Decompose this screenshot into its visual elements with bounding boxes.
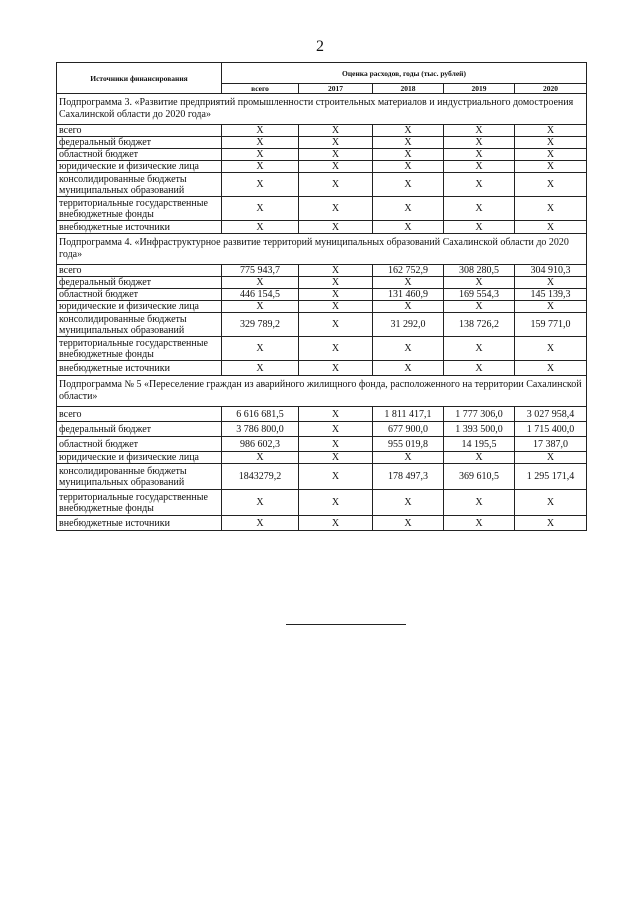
value-cell: X: [222, 125, 299, 137]
row-label: федеральный бюджет: [57, 277, 222, 289]
subprogram-row: [57, 94, 587, 125]
value-cell: X: [299, 289, 373, 301]
value-cell: X: [373, 137, 444, 149]
value-cell: X: [299, 137, 373, 149]
value-cell: X: [444, 125, 515, 137]
row-label: всего: [57, 407, 222, 422]
column-header-2017: 2017: [299, 84, 373, 94]
value-cell: X: [444, 173, 515, 197]
value-cell: X: [515, 173, 587, 197]
column-header-2018: 2018: [373, 84, 444, 94]
row-label: юридические и физические лица: [57, 161, 222, 173]
value-cell: X: [373, 361, 444, 376]
table-row: [57, 516, 587, 531]
value-cell: 1 811 417,1: [373, 407, 444, 422]
value-cell: X: [299, 516, 373, 531]
row-label: внебюджетные источники: [57, 361, 222, 376]
row-label: территориальные государственные внебюджетные фонды: [57, 197, 222, 221]
value-cell: X: [444, 277, 515, 289]
value-cell: X: [444, 221, 515, 234]
value-cell: X: [444, 490, 515, 516]
value-cell: 159 771,0: [515, 313, 587, 337]
value-cell: X: [299, 313, 373, 337]
value-cell: X: [299, 437, 373, 452]
value-cell: 31 292,0: [373, 313, 444, 337]
table-row: [57, 125, 587, 137]
value-cell: X: [299, 422, 373, 437]
value-cell: 446 154,5: [222, 289, 299, 301]
value-cell: X: [515, 221, 587, 234]
value-cell: X: [373, 490, 444, 516]
value-cell: X: [299, 361, 373, 376]
value-cell: X: [299, 464, 373, 490]
table-row: [57, 137, 587, 149]
value-cell: X: [222, 277, 299, 289]
table-row: [57, 452, 587, 464]
value-cell: X: [299, 221, 373, 234]
column-header-2019: 2019: [444, 84, 515, 94]
table-row: [57, 173, 587, 197]
value-cell: X: [515, 516, 587, 531]
value-cell: 162 752,9: [373, 265, 444, 277]
value-cell: X: [373, 452, 444, 464]
value-cell: X: [515, 125, 587, 137]
value-cell: X: [222, 337, 299, 361]
subprogram-title: Подпрограмма 3. «Развитие предприятий промышленности строительных материалов и индустриального домостроения Сахалинской области до 2020 года»: [57, 94, 587, 125]
value-cell: X: [222, 137, 299, 149]
value-cell: X: [515, 301, 587, 313]
row-label: внебюджетные источники: [57, 516, 222, 531]
value-cell: 131 460,9: [373, 289, 444, 301]
row-label: консолидированные бюджеты муниципальных образований: [57, 173, 222, 197]
row-label: всего: [57, 265, 222, 277]
table-row: [57, 301, 587, 313]
value-cell: X: [222, 361, 299, 376]
table-row: [57, 197, 587, 221]
value-cell: X: [373, 149, 444, 161]
value-cell: X: [222, 197, 299, 221]
value-cell: X: [515, 149, 587, 161]
value-cell: 1 777 306,0: [444, 407, 515, 422]
table-row: [57, 437, 587, 452]
value-cell: X: [515, 361, 587, 376]
value-cell: X: [373, 277, 444, 289]
value-cell: 986 602,3: [222, 437, 299, 452]
value-cell: X: [444, 137, 515, 149]
value-cell: 1 715 400,0: [515, 422, 587, 437]
value-cell: X: [222, 161, 299, 173]
value-cell: X: [373, 125, 444, 137]
value-cell: X: [515, 137, 587, 149]
row-label: консолидированные бюджеты муниципальных образований: [57, 313, 222, 337]
value-cell: X: [515, 277, 587, 289]
subprogram-row: [57, 234, 587, 265]
value-cell: X: [373, 516, 444, 531]
value-cell: X: [299, 265, 373, 277]
value-cell: X: [299, 452, 373, 464]
value-cell: 1 393 500,0: [444, 422, 515, 437]
value-cell: 304 910,3: [515, 265, 587, 277]
expense-group-header: Оценка расходов, годы (тыс. рублей): [222, 63, 587, 84]
value-cell: X: [222, 149, 299, 161]
row-label: областной бюджет: [57, 149, 222, 161]
value-cell: X: [299, 337, 373, 361]
table-row: [57, 464, 587, 490]
value-cell: X: [444, 516, 515, 531]
value-cell: 308 280,5: [444, 265, 515, 277]
column-header-2020: 2020: [515, 84, 587, 94]
table-row: [57, 265, 587, 277]
value-cell: 138 726,2: [444, 313, 515, 337]
row-label: федеральный бюджет: [57, 137, 222, 149]
table-row: [57, 422, 587, 437]
value-cell: X: [222, 301, 299, 313]
table-row: [57, 337, 587, 361]
page-number: 2: [316, 38, 324, 55]
row-label: областной бюджет: [57, 289, 222, 301]
value-cell: X: [444, 161, 515, 173]
value-cell: X: [444, 337, 515, 361]
value-cell: X: [299, 490, 373, 516]
value-cell: X: [373, 301, 444, 313]
table-row: [57, 361, 587, 376]
value-cell: X: [222, 516, 299, 531]
subprogram-row: [57, 376, 587, 407]
value-cell: 1843279,2: [222, 464, 299, 490]
value-cell: 145 139,3: [515, 289, 587, 301]
value-cell: X: [299, 173, 373, 197]
source-column-header: Источники финансирования: [57, 63, 222, 94]
value-cell: X: [222, 490, 299, 516]
value-cell: X: [373, 197, 444, 221]
value-cell: X: [299, 149, 373, 161]
value-cell: X: [299, 277, 373, 289]
table-row: [57, 149, 587, 161]
value-cell: X: [373, 161, 444, 173]
value-cell: X: [222, 173, 299, 197]
table-row: [57, 313, 587, 337]
value-cell: X: [444, 301, 515, 313]
subprogram-title: Подпрограмма № 5 «Переселение граждан из аварийного жилищного фонда, расположенного на территории Сахалинской области»: [57, 376, 587, 407]
row-label: территориальные государственные внебюджетные фонды: [57, 490, 222, 516]
value-cell: X: [299, 197, 373, 221]
value-cell: 178 497,3: [373, 464, 444, 490]
bottom-rule: [286, 624, 406, 625]
value-cell: X: [222, 452, 299, 464]
value-cell: X: [515, 161, 587, 173]
subprogram-title: Подпрограмма 4. «Инфраструктурное развитие территорий муниципальных образований Сахалинской области до 2020 года»: [57, 234, 587, 265]
row-label: областной бюджет: [57, 437, 222, 452]
value-cell: 3 786 800,0: [222, 422, 299, 437]
value-cell: 14 195,5: [444, 437, 515, 452]
table-row: [57, 407, 587, 422]
value-cell: X: [299, 301, 373, 313]
value-cell: X: [222, 221, 299, 234]
row-label: всего: [57, 125, 222, 137]
row-label: территориальные государственные внебюджетные фонды: [57, 337, 222, 361]
value-cell: 3 027 958,4: [515, 407, 587, 422]
value-cell: X: [299, 407, 373, 422]
value-cell: X: [373, 337, 444, 361]
value-cell: 369 610,5: [444, 464, 515, 490]
value-cell: X: [373, 173, 444, 197]
table-row: [57, 277, 587, 289]
table-row: [57, 289, 587, 301]
row-label: консолидированные бюджеты муниципальных образований: [57, 464, 222, 490]
value-cell: X: [299, 161, 373, 173]
value-cell: 17 387,0: [515, 437, 587, 452]
value-cell: 775 943,7: [222, 265, 299, 277]
row-label: внебюджетные источники: [57, 221, 222, 234]
value-cell: 329 789,2: [222, 313, 299, 337]
value-cell: X: [444, 452, 515, 464]
value-cell: 677 900,0: [373, 422, 444, 437]
value-cell: X: [444, 149, 515, 161]
value-cell: X: [444, 197, 515, 221]
value-cell: X: [444, 361, 515, 376]
value-cell: X: [373, 221, 444, 234]
value-cell: 1 295 171,4: [515, 464, 587, 490]
value-cell: X: [299, 125, 373, 137]
column-header-total: всего: [222, 84, 299, 94]
value-cell: 169 554,3: [444, 289, 515, 301]
table-row: [57, 161, 587, 173]
row-label: юридические и физические лица: [57, 301, 222, 313]
row-label: юридические и физические лица: [57, 452, 222, 464]
value-cell: X: [515, 490, 587, 516]
value-cell: 6 616 681,5: [222, 407, 299, 422]
value-cell: X: [515, 452, 587, 464]
value-cell: X: [515, 337, 587, 361]
table-row: [57, 490, 587, 516]
financing-table: [56, 62, 587, 531]
table-row: [57, 221, 587, 234]
value-cell: 955 019,8: [373, 437, 444, 452]
row-label: федеральный бюджет: [57, 422, 222, 437]
value-cell: X: [515, 197, 587, 221]
